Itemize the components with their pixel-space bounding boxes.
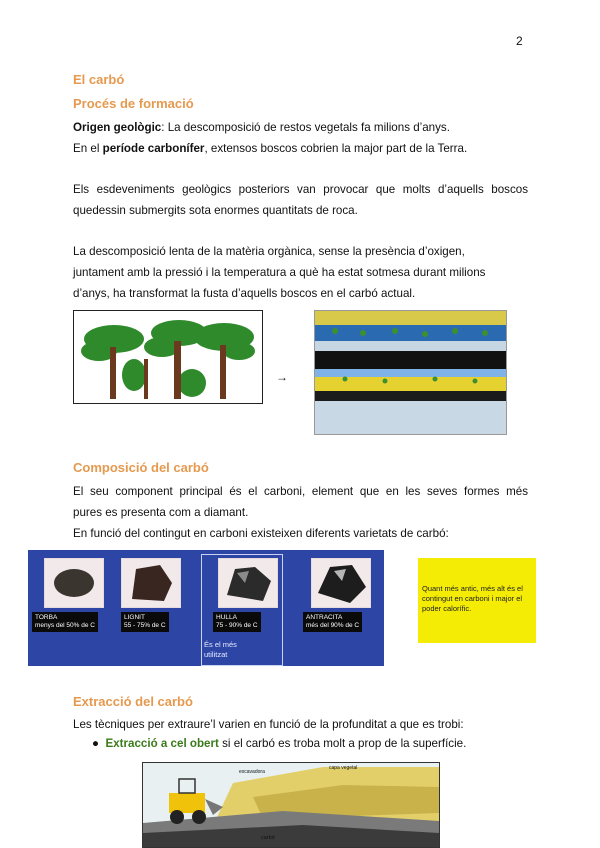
para3-line1: La descomposició lenta de la matèria orgànica, sense la presència d’oxigen, (73, 245, 465, 258)
hulla-label (213, 612, 261, 632)
torba-sample-image (44, 558, 104, 608)
origen-text: : La descomposició de restos vegetals fa milions d’anys. (161, 121, 450, 134)
coal-varieties-panel (28, 550, 384, 666)
term-cel-obert: Extracció a cel obert (105, 737, 219, 750)
antracita-label (303, 612, 362, 632)
antracita-sample-image (311, 558, 371, 608)
most-used-note (204, 640, 237, 660)
varieties-intro: En funció del contingut en carboni existeixen diferents varietats de carbó: (73, 527, 449, 540)
lignit-name: LIGNIT (124, 614, 145, 621)
calorific-note: Quant més antic, més alt és el contingut en carboni i major el poder calorífic. (418, 558, 536, 643)
lignit-label (121, 612, 169, 632)
para2-line2: quedessin submergits sota enormes quantitats de roca. (73, 204, 358, 217)
page-number: 2 (516, 34, 523, 48)
component-line2: pures es presenta com a diamant. (73, 506, 249, 519)
paragraph-esdeveniments (73, 179, 528, 221)
cel-obert-text: si el carbó es troba molt a prop de la superfície. (218, 737, 467, 750)
hulla-name: HULLA (216, 614, 237, 621)
forest-illustration (73, 310, 263, 404)
antracita-desc: més del 90% de C (306, 622, 360, 629)
torba-label (32, 612, 98, 632)
torba-name: TORBA (35, 614, 58, 621)
arrow-right-icon: → (276, 370, 288, 384)
open-pit-mining-illustration (142, 762, 440, 848)
hulla-sample-image (218, 558, 278, 608)
heading-composicio: Composició del carbó (73, 460, 209, 475)
document-title: El carbó (73, 72, 125, 87)
forest-trees-image (74, 311, 262, 403)
excavator-label: excavadora (239, 769, 265, 775)
paragraph-component (73, 481, 528, 544)
torba-desc: menys del 50% de C (35, 622, 95, 629)
bullet-dot-icon: ● (92, 737, 106, 750)
heading-extraccio: Extracció del carbó (73, 694, 193, 709)
para2-line1: Els esdeveniments geològics posteriors van provocar que molts d’aquells boscos (73, 183, 528, 196)
top-layer-label: capa vegetal (329, 765, 358, 771)
carbonifer-text: , extensos boscos cobrien la major part de la Terra. (204, 142, 468, 155)
paragraph-descomposicio (73, 241, 528, 304)
para3-line2: juntament amb la pressió i la temperatura a què ha estat sotmesa durant milions (73, 266, 486, 279)
carbonifer-pre: En el (73, 142, 103, 155)
antracita-name: ANTRACITA (306, 614, 343, 621)
component-line1: El seu component principal és el carboni, element que en les seves formes més (73, 485, 528, 498)
heading-formacio: Procés de formació (73, 96, 194, 111)
most-used-line2: utilitzat (204, 650, 228, 659)
lignit-desc: 55 - 75% de C (124, 622, 166, 629)
term-origen: Origen geològic (73, 121, 162, 134)
coal-strata-image (315, 311, 506, 434)
bullet-cel-obert (92, 737, 466, 750)
para3-line3: d’anys, ha transformat la fusta d’aquells boscos en el carbó actual. (73, 287, 416, 300)
lignit-sample-image (121, 558, 181, 608)
paragraph-tecniques: Les tècniques per extraure’l varien en funció de la profunditat a que es trobi: (73, 718, 464, 731)
coal-label: carbó (261, 835, 275, 841)
coal-layers-illustration (314, 310, 507, 435)
hulla-desc: 75 - 90% de C (216, 622, 258, 629)
most-used-line1: És el més (204, 640, 237, 649)
paragraph-origen (73, 117, 528, 159)
term-carbonifer: període carbonífer (102, 142, 205, 155)
mining-scene-image (143, 763, 439, 847)
